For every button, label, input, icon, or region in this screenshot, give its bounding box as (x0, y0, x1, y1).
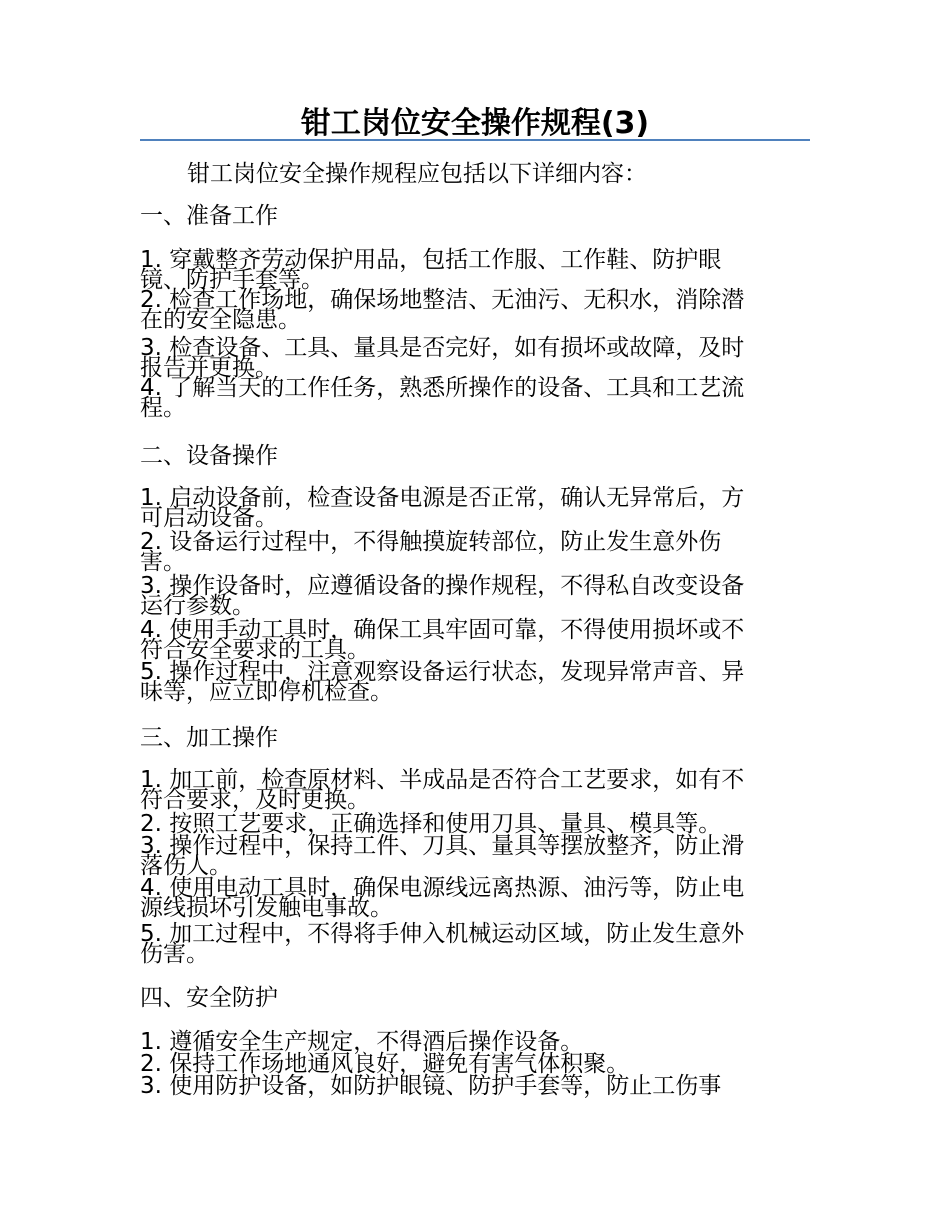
list-item (140, 767, 800, 813)
item-line: 3. 使用防护设备，如防护眼镜、防护手套等，防止工伤事 (140, 1073, 722, 1099)
item-line: 3. 检查设备、工具、量具是否完好，如有损坏或故障，及时 (140, 335, 745, 361)
list-item (140, 1051, 800, 1077)
section-heading: 一、准备工作 (140, 203, 278, 229)
item-line: 5. 操作过程中，注意观察设备运行状态，发现异常声音、异 (140, 659, 745, 685)
item-line: 4. 使用手动工具时，确保工具牢固可靠，不得使用损坏或不 (140, 617, 745, 643)
list-item (140, 335, 800, 381)
intro-paragraph: 钳工岗位安全操作规程应包括以下详细内容： (187, 161, 647, 187)
item-line: 落伤人。 (140, 853, 232, 879)
item-line: 在的安全隐患。 (140, 307, 301, 333)
item-line: 报告并更换。 (140, 355, 278, 381)
list-item (140, 573, 800, 619)
list-item (140, 875, 800, 921)
list-item (140, 1029, 800, 1055)
item-line: 3. 操作过程中，保持工件、刀具、量具等摆放整齐，防止滑 (140, 833, 745, 859)
list-item (140, 529, 800, 575)
item-line: 符合要求，及时更换。 (140, 787, 370, 813)
item-line: 1. 穿戴整齐劳动保护用品，包括工作服、工作鞋、防护眼 (140, 247, 722, 273)
item-line: 2. 按照工艺要求，正确选择和使用刀具、量具、模具等。 (140, 811, 722, 837)
item-line: 1. 加工前，检查原材料、半成品是否符合工艺要求，如有不 (140, 767, 745, 793)
list-item (140, 485, 800, 531)
list-item (140, 247, 800, 293)
item-line: 1. 启动设备前，检查设备电源是否正常，确认无异常后，方 (140, 485, 745, 511)
item-line: 害。 (140, 549, 186, 575)
title-underline (140, 139, 810, 141)
item-line: 2. 保持工作场地通风良好，避免有害气体积聚。 (140, 1051, 630, 1077)
item-line: 4. 了解当天的工作任务，熟悉所操作的设备、工具和工艺流 (140, 375, 745, 401)
item-line: 味等，应立即停机检查。 (140, 679, 393, 705)
list-item (140, 617, 800, 663)
item-line: 1. 遵循安全生产规定，不得酒后操作设备。 (140, 1029, 584, 1055)
item-line: 3. 操作设备时，应遵循设备的操作规程，不得私自改变设备 (140, 573, 745, 599)
list-item (140, 833, 800, 879)
list-item (140, 659, 800, 705)
item-line: 源线损坏引发触电事故。 (140, 895, 393, 921)
item-line: 2. 检查工作场地，确保场地整洁、无油污、无积水，消除潜 (140, 287, 745, 313)
item-line: 伤害。 (140, 941, 209, 967)
list-item (140, 287, 800, 333)
section-heading: 四、安全防护 (140, 985, 278, 1011)
item-line: 运行参数。 (140, 593, 255, 619)
section-heading: 三、加工操作 (140, 725, 278, 751)
item-line: 可启动设备。 (140, 505, 278, 531)
list-item (140, 375, 800, 421)
item-line: 2. 设备运行过程中，不得触摸旋转部位，防止发生意外伤 (140, 529, 722, 555)
item-line: 5. 加工过程中，不得将手伸入机械运动区域，防止发生意外 (140, 921, 745, 947)
list-item (140, 1073, 800, 1099)
item-line: 程。 (140, 395, 186, 421)
item-line: 4. 使用电动工具时，确保电源线远离热源、油污等，防止电 (140, 875, 745, 901)
list-item (140, 921, 800, 967)
document-title: 钳工岗位安全操作规程(3) (300, 106, 650, 141)
list-item (140, 811, 800, 837)
item-line: 镜、防护手套等。 (140, 267, 324, 293)
item-line: 符合安全要求的工具。 (140, 637, 370, 663)
section-heading: 二、设备操作 (140, 443, 278, 469)
